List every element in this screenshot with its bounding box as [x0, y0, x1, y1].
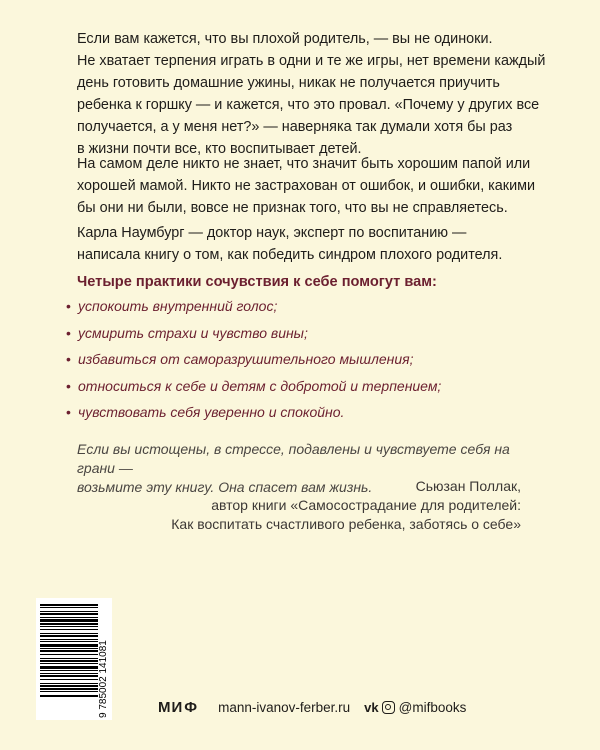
paragraph-3: [77, 222, 547, 266]
bullet-icon: •: [66, 298, 71, 314]
barcode-bar: [40, 604, 98, 606]
isbn-barcode: [36, 598, 112, 720]
barcode-bar: [40, 683, 98, 684]
list-item-text: чувствовать себя уверенно и спокойно.: [78, 404, 345, 420]
vk-icon[interactable]: vk: [364, 699, 379, 715]
list-item: [66, 402, 441, 429]
intro-line: получается, а у меня нет?» — наверняка так думали хотя бы раз: [77, 119, 513, 135]
quote-line: Если вы истощены, в стрессе, подавлены и чувствуете себя на грани —: [77, 441, 510, 476]
practices-title: Четыре практики сочувствия к себе помогут вам:: [77, 274, 437, 290]
paragraph-3-line: Карла Наумбург — доктор наук, эксперт по воспитанию —: [77, 225, 467, 241]
intro-paragraph: [77, 28, 547, 160]
bullet-icon: •: [66, 404, 71, 420]
barcode-bar: [40, 666, 98, 669]
quote-attribution: [101, 477, 521, 533]
barcode-bar: [40, 613, 98, 615]
barcode-bar: [40, 611, 98, 612]
attribution-line: автор книги «Самосострадание для родителей:: [211, 496, 521, 513]
paragraph-3-line: написала книгу о том, как победить синдром плохого родителя.: [77, 247, 503, 263]
intro-line: Не хватает терпения играть в одни и те же игры, нет времени каждый: [77, 53, 546, 69]
bullet-icon: •: [66, 351, 71, 367]
list-item: [66, 349, 441, 376]
barcode-bar: [40, 629, 98, 630]
list-item-text: относиться к себе и детям с добротой и терпением;: [78, 377, 442, 394]
logo-text: МИ: [158, 698, 184, 716]
logo-tail: Ф: [184, 698, 199, 716]
paragraph-2-line: хорошей мамой. Никто не застрахован от ошибок, и ошибки, какими: [77, 178, 536, 194]
publisher-logo: [158, 699, 198, 716]
bullet-icon: •: [66, 377, 71, 394]
barcode-bar: [40, 617, 98, 618]
barcode-bar: [40, 626, 98, 627]
paragraph-2-line: На самом деле никто не знает, что значит быть хорошим папой или: [77, 156, 531, 172]
barcode-bar: [40, 648, 98, 649]
barcode-bar: [40, 663, 98, 664]
barcode-bar: [40, 654, 98, 655]
attribution-line: Сьюзан Поллак,: [415, 478, 521, 494]
bullet-icon: •: [66, 324, 71, 341]
paragraph-2-line: бы они ни были, вовсе не признак того, что вы не справляетесь.: [77, 200, 508, 216]
barcode-bar: [40, 658, 98, 659]
intro-line: день готовить домашние ужины, никак не получается приучить: [77, 75, 500, 91]
practices-list: [66, 296, 441, 429]
intro-line: ребенка к горшку — и кажется, что это провал. «Почему у других все: [77, 97, 540, 113]
barcode-bar: [40, 623, 98, 625]
barcode-bar: [40, 633, 98, 634]
intro-line: Если вам кажется, что вы плохой родитель, — вы не одиноки.: [77, 31, 493, 47]
instagram-icon: [382, 701, 395, 714]
barcode-graphic: [36, 598, 112, 720]
attribution-line: Как воспитать счастливого ребенка, заботясь о себе»: [171, 515, 521, 532]
barcode-bar: [40, 695, 98, 697]
barcode-bar: [40, 635, 98, 637]
intro-line: в жизни почти все, кто воспитывает детей.: [77, 141, 362, 157]
barcode-bar: [40, 670, 98, 671]
barcode-bar: [40, 660, 98, 662]
social-handle[interactable]: @mifbooks: [398, 699, 467, 715]
barcode-bar: [40, 675, 98, 677]
barcode-bar: [40, 685, 98, 687]
list-item: [66, 376, 441, 403]
barcode-bar: [40, 679, 98, 680]
barcode-bar: [40, 691, 98, 692]
barcode-bar: [40, 639, 98, 640]
list-item: [66, 296, 441, 323]
barcode-bar: [40, 650, 98, 652]
barcode-bar: [40, 607, 98, 608]
quote-line: возьмите эту книгу. Она спасет вам жизнь.: [77, 479, 373, 495]
barcode-bar: [40, 641, 98, 642]
paragraph-2: [77, 153, 547, 219]
barcode-bar: [40, 673, 98, 674]
barcode-bar: [40, 688, 98, 690]
barcode-digits: 9 785002 141081: [98, 640, 109, 718]
list-item-text: успокоить внутренний голос;: [78, 298, 278, 314]
barcode-bar: [40, 644, 98, 647]
website-link[interactable]: mann-ivanov-ferber.ru: [218, 699, 351, 715]
barcode-bar: [40, 619, 98, 622]
list-item: [66, 323, 441, 350]
list-item-text: избавиться от саморазрушительного мышления;: [78, 351, 414, 367]
publisher-footer: [158, 695, 466, 719]
list-item-text: усмирить страхи и чувство вины;: [78, 324, 308, 341]
